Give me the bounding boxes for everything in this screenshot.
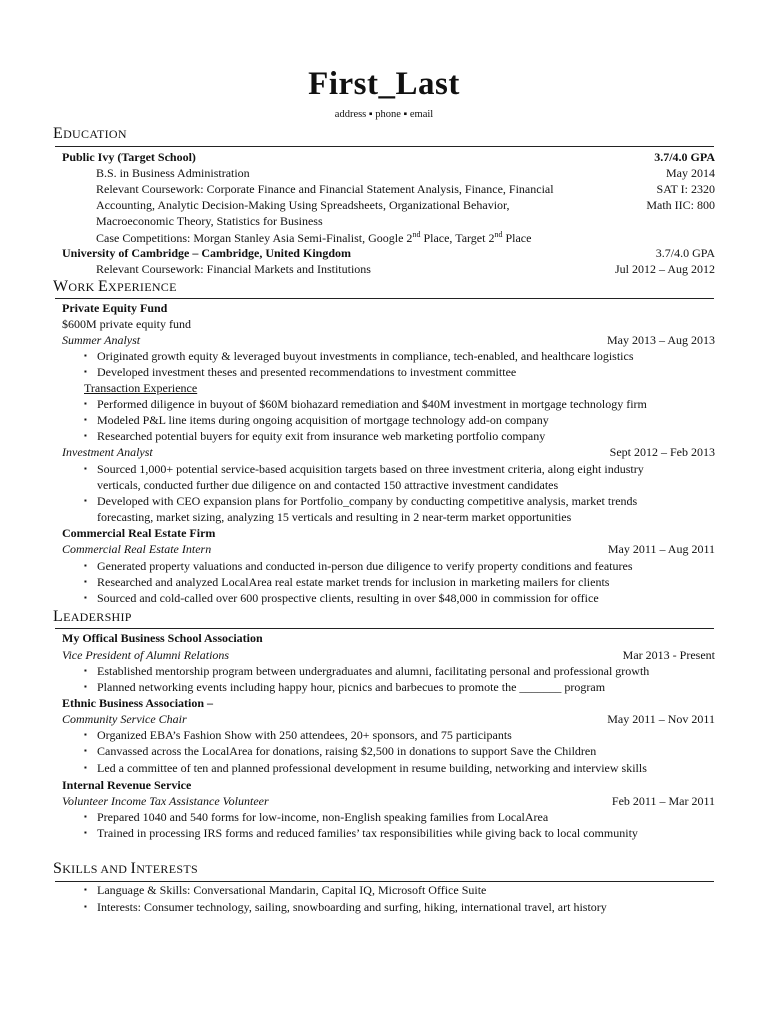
position-title: Volunteer Income Tax Assistance Volunteer [62, 794, 269, 808]
math-score: Math IIC: 800 [646, 198, 715, 212]
bullet-text: Developed with CEO expansion plans for Portfolio_company by conducting competitive analysis, market trends [97, 494, 638, 508]
study-dates: Jul 2012 – Aug 2012 [614, 262, 715, 276]
coursework-line: Relevant Coursework: Financial Markets and Institutions [96, 262, 371, 276]
section-rule [55, 628, 714, 629]
bullet-icon: ▪ [84, 885, 87, 894]
degree: B.S. in Business Administration [96, 166, 250, 180]
bullet-icon: ▪ [84, 666, 87, 675]
bullet-text: Performed diligence in buyout of $60M biohazard remediation and $40M investment in mortgage technology firm [97, 397, 647, 411]
bullet-icon: ▪ [84, 682, 87, 691]
position-title: Community Service Chair [62, 712, 187, 726]
subsection-heading: Transaction Experience [84, 381, 198, 395]
bullet-icon: ▪ [84, 593, 87, 602]
bullet-text: Planned networking events including happy hour, picnics and barbecues to promote the _______ program [97, 680, 606, 694]
bullet-text: Developed investment theses and presented recommendations to investment committee [97, 365, 517, 379]
bullet-text: Modeled P&L line items during ongoing acquisition of mortgage technology add-on company [97, 413, 549, 427]
bullet-icon: ▪ [84, 902, 87, 911]
section-rule [55, 146, 714, 147]
job-dates: May 2011 – Aug 2011 [607, 542, 715, 556]
school-name: University of Cambridge – Cambridge, United Kingdom [62, 246, 351, 260]
bullet-text: Canvassed across the LocalArea for donations, raising $2,500 in donations to support Save the Children [97, 744, 597, 758]
bullet-text: Established mentorship program between undergraduates and alumni, facilitating personal and professional growth [97, 664, 650, 678]
coursework-line: Macroeconomic Theory, Statistics for Business [96, 214, 323, 228]
bullet-icon: ▪ [84, 561, 87, 570]
section-rule [55, 881, 714, 882]
gpa: 3.7/4.0 GPA [655, 246, 715, 260]
bullet-text: Sourced and cold-called over 600 prospective clients, resulting in over $48,000 in commission for office [97, 591, 599, 605]
job-dates: Sept 2012 – Feb 2013 [609, 445, 715, 459]
bullet-icon: ▪ [84, 399, 87, 408]
bullet-text: Researched and analyzed LocalArea real estate market trends for inclusion in marketing mailers for clients [97, 575, 610, 589]
bullet-icon: ▪ [84, 415, 87, 424]
coursework-line: Accounting, Analytic Decision-Making Using Spreadsheets, Organizational Behavior, [96, 198, 510, 212]
bullet-text: Organized EBA’s Fashion Show with 250 attendees, 20+ sponsors, and 75 participants [97, 728, 512, 742]
job-dates: May 2013 – Aug 2013 [607, 333, 715, 347]
candidate-name: First_Last [308, 66, 460, 102]
section-title-skills-interests: SKILLS AND INTERESTS [53, 860, 198, 877]
employer-name: Private Equity Fund [62, 301, 168, 315]
bullet-icon: ▪ [84, 763, 87, 772]
section-title-leadership: LEADERSHIP [53, 608, 132, 625]
bullet-text: Language & Skills: Conversational Mandarin, Capital IQ, Microsoft Office Suite [97, 883, 487, 897]
bullet-text: Generated property valuations and conducted in-person due diligence to verify property conditions and features [97, 559, 633, 573]
bullet-icon: ▪ [84, 577, 87, 586]
employer-description: $600M private equity fund [62, 317, 191, 331]
job-title: Commercial Real Estate Intern [62, 542, 212, 556]
bullet-text: Originated growth equity & leveraged buyout investments in compliance, tech-enabled, and healthcare logistics [97, 349, 634, 363]
bullet-icon: ▪ [84, 431, 87, 440]
coursework-line: Relevant Coursework: Corporate Finance and Financial Statement Analysis, Finance, Financial [96, 182, 554, 196]
gpa: 3.7/4.0 GPA [654, 150, 715, 164]
bullet-icon: ▪ [84, 367, 87, 376]
position-dates: Feb 2011 – Mar 2011 [611, 794, 715, 808]
bullet-icon: ▪ [84, 464, 87, 473]
bullet-icon: ▪ [84, 746, 87, 755]
job-title: Investment Analyst [62, 445, 153, 459]
graduation-date: May 2014 [666, 166, 715, 180]
organization-name: Internal Revenue Service [62, 778, 192, 792]
bullet-icon: ▪ [84, 812, 87, 821]
bullet-text: Led a committee of ten and planned professional development in resume building, networking and interview skills [97, 761, 647, 775]
bullet-text: Researched potential buyers for equity exit from insurance web marketing portfolio company [97, 429, 546, 443]
bullet-icon: ▪ [84, 730, 87, 739]
bullet-text: Trained in processing IRS forms and reduced families’ tax responsibilities while giving back to local community [97, 826, 638, 840]
bullet-icon: ▪ [84, 828, 87, 837]
section-rule [55, 298, 714, 299]
bullet-text: Prepared 1040 and 540 forms for low-income, non-English speaking families from LocalArea [97, 810, 549, 824]
bullet-text-continued: forecasting, market sizing, analyzing 15 verticals and resulting in 2 near-term market opportunities [97, 510, 572, 524]
position-title: Vice President of Alumni Relations [62, 648, 230, 662]
bullet-icon: ▪ [84, 351, 87, 360]
bullet-text-continued: verticals, conducted further due diligence on and contacted 150 attractive investment candidates [97, 478, 559, 492]
school-name: Public Ivy (Target School) [62, 150, 196, 164]
bullet-icon: ▪ [84, 496, 87, 505]
section-title-education: EDUCATION [53, 125, 127, 142]
sat-score: SAT I: 2320 [656, 182, 715, 196]
position-dates: Mar 2013 - Present [622, 648, 715, 662]
bullet-text: Sourced 1,000+ potential service-based acquisition targets based on three investment criteria, along eight industry [97, 462, 644, 476]
employer-name: Commercial Real Estate Firm [62, 526, 216, 540]
organization-name: My Offical Business School Association [62, 631, 263, 645]
case-competitions: Case Competitions: Morgan Stanley Asia Semi-Finalist, Google 2nd Place, Target 2nd Place [96, 230, 532, 245]
contact-line: address ▪ phone ▪ email [334, 109, 434, 120]
job-title: Summer Analyst [62, 333, 141, 347]
bullet-text: Interests: Consumer technology, sailing, snowboarding and surfing, hiking, international travel, art history [97, 900, 607, 914]
section-title-work-experience: WORK EXPERIENCE [53, 278, 177, 295]
position-dates: May 2011 – Nov 2011 [607, 712, 715, 726]
organization-name: Ethnic Business Association – [62, 696, 214, 710]
